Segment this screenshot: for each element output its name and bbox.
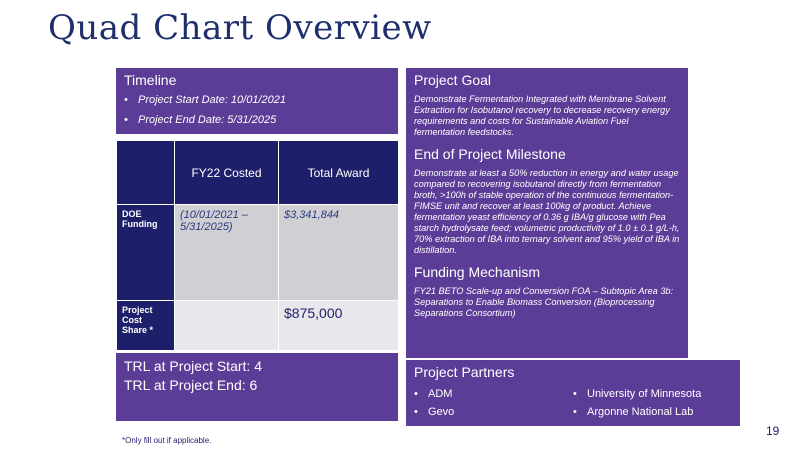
partners-list-left <box>414 388 573 424</box>
project-goal-box <box>406 68 688 358</box>
partner-name: Gevo <box>428 406 455 418</box>
partners-heading: Project Partners <box>414 364 515 380</box>
partner-name: ADM <box>428 388 453 400</box>
page-number: 19 <box>766 424 780 438</box>
funding-text: FY21 BETO Scale-up and Conversion FOA – Subtopic Area 3b: Separations to Enable Biomass Conversion (Bioprocessing Separations Consortium) <box>414 286 674 318</box>
cell-award: $3,341,844 <box>279 205 399 301</box>
timeline-end: Project End Date: 5/31/2025 <box>138 114 277 126</box>
table-header-award: Total Award <box>279 141 399 205</box>
partners-columns <box>414 388 732 424</box>
list-item <box>124 114 390 126</box>
row-label: DOE Funding <box>117 205 175 301</box>
timeline-start: Project Start Date: 10/01/2021 <box>138 94 286 106</box>
partners-box <box>406 360 740 426</box>
partners-list-right <box>573 388 732 424</box>
bullet-icon: • <box>124 94 128 106</box>
partner-name: University of Minnesota <box>587 388 702 400</box>
timeline-list <box>124 94 390 126</box>
page-title: Quad Chart Overview <box>48 8 432 48</box>
goal-heading: Project Goal <box>414 72 492 88</box>
trl-start: TRL at Project Start: 4 <box>124 358 262 374</box>
row-label: Project Cost Share * <box>117 301 175 351</box>
goal-text: Demonstrate Fermentation Integrated with Membrane Solvent Extraction for Isobutanol recovery to decrease recovery energy requirements and costs for Sustainable Aviation Fuel fermentation feedstocks. <box>414 94 670 137</box>
list-item <box>573 406 732 418</box>
trl-end: TRL at Project End: 6 <box>124 377 258 393</box>
timeline-box <box>116 68 398 134</box>
list-item <box>124 94 390 106</box>
bullet-icon: • <box>414 388 418 400</box>
table-header-blank <box>117 141 175 205</box>
partner-name: Argonne National Lab <box>587 406 694 418</box>
milestone-text: Demonstrate at least a 50% reduction in energy and water usage compared to recovering isobutanol directly from fermentation broth, >100h of stable operation of the continuous fermentation-FIMSE unit and recover at least 100kg of product. Achieve fermentation yeast efficiency of 0.36 g IBA/g glucose with Pea starch hydrolysate feed; volumetric productivity of 1.0 ± 0.1 g/L-h, 70% extraction of IBA into ternary solvent and 95% yield of IBA in distillation. <box>414 168 680 255</box>
trl-box <box>116 353 398 421</box>
list-item <box>414 406 573 418</box>
table-row <box>117 205 399 301</box>
list-item <box>573 388 732 400</box>
funding-table <box>116 140 399 351</box>
bullet-icon: • <box>573 388 577 400</box>
list-item <box>414 388 573 400</box>
cell-costed <box>175 301 279 351</box>
bullet-icon: • <box>414 406 418 418</box>
cell-award: $875,000 <box>279 301 399 351</box>
bullet-icon: • <box>573 406 577 418</box>
milestone-heading: End of Project Milestone <box>414 146 566 162</box>
timeline-heading: Timeline <box>124 72 177 88</box>
funding-heading: Funding Mechanism <box>414 264 541 280</box>
footnote: *Only fill out if applicable. <box>122 436 212 445</box>
table-row <box>117 301 399 351</box>
cell-costed: (10/01/2021 – 5/31/2025) <box>175 205 279 301</box>
table-header-costed: FY22 Costed <box>175 141 279 205</box>
bullet-icon: • <box>124 114 128 126</box>
table-header-row <box>117 141 399 205</box>
